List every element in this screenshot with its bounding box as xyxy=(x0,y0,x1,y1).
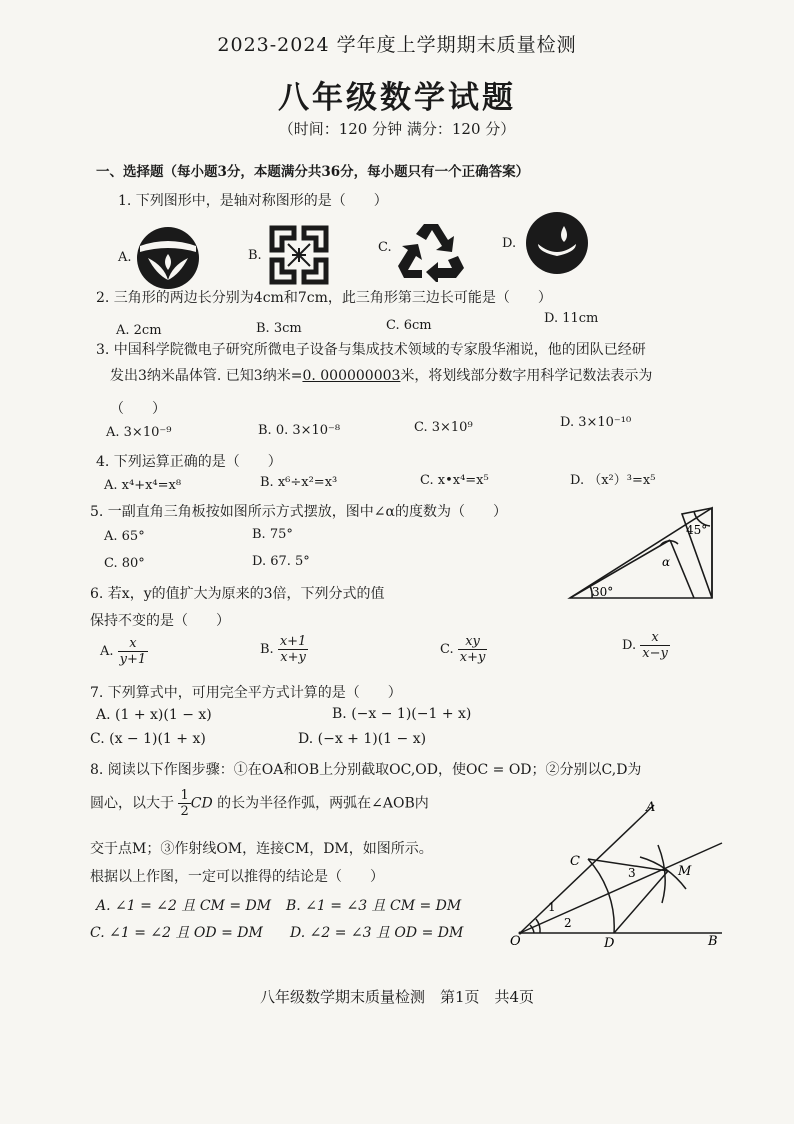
section-heading: 一、选择题（每小题3分，本题满分共36分，每小题只有一个正确答案） xyxy=(96,164,530,180)
square-knot-icon xyxy=(268,224,330,286)
q8-line4: 根据以上作图，一定可以推得的结论是（ ） xyxy=(90,869,384,885)
triangle-set-square-figure xyxy=(562,494,720,606)
q3-stem-part2: 米，将划线部分数字用科学记数法表示为 xyxy=(400,368,653,384)
q5-option-d: D. 67. 5° xyxy=(252,554,310,569)
q3-option-d: D. 3×10⁻¹⁰ xyxy=(560,415,632,430)
angle-30-label: 30° xyxy=(592,585,614,599)
q6-option-d-label: D. xyxy=(622,638,637,653)
numerator: xy xyxy=(465,634,480,649)
q8-line2-end: 的长为半径作弧，两弧在∠AOB内 xyxy=(217,795,429,812)
q6-option-d xyxy=(622,630,670,661)
q7-option-a: A. (1 + x)(1 − x) xyxy=(96,707,212,723)
q4-option-d: D. （x²）³=x⁵ xyxy=(570,473,656,488)
denominator: x+y xyxy=(459,650,486,665)
q3-underlined-number: 0. 000000003 xyxy=(302,368,401,384)
numerator: x+1 xyxy=(279,634,307,649)
q6-option-c-label: C. xyxy=(440,642,454,657)
q3-paren: （ ） xyxy=(110,401,166,417)
q5-stem: 5. 一副直角三角板按如图所示方式摆放，图中∠α的度数为（ ） xyxy=(90,504,507,520)
q8-line2-start: 圆心，以大于 xyxy=(90,795,174,812)
q2-option-b: B. 3cm xyxy=(256,321,302,336)
page-footer: 八年级数学期末质量检测 第1页 共4页 xyxy=(259,988,535,1006)
q4-stem: 4. 下列运算正确的是（ ） xyxy=(96,454,282,470)
numerator: 1 xyxy=(180,788,189,803)
q5-option-b: B. 75° xyxy=(252,527,293,542)
point-c-label: C xyxy=(570,854,580,869)
q7-option-b: B. (−x − 1)(−1 + x) xyxy=(332,706,472,722)
q3-option-b: B. 0. 3×10⁻⁸ xyxy=(258,423,341,438)
q2-option-a: A. 2cm xyxy=(116,323,162,338)
q1-option-d: D. xyxy=(502,236,517,251)
q8-option-b: B. ∠1 = ∠3 且 CM = DM xyxy=(286,898,462,914)
q8-line3: 交于点M；③作射线OM，连接CM，DM，如图所示。 xyxy=(90,841,433,857)
point-d-label: D xyxy=(604,936,615,951)
denominator: x−y xyxy=(642,646,668,661)
q6-option-c-fraction xyxy=(458,634,488,665)
time-score-note: （时间：120 分钟 满分：120 分） xyxy=(278,120,516,138)
angle-3-label: 3 xyxy=(628,866,636,880)
q8-line1: 8. 阅读以下作图步骤：①在OA和OB上分别截取OC,OD，使OC = OD；②分别以C,D为 xyxy=(90,762,642,778)
alpha-label: α xyxy=(662,555,671,569)
q6-option-a-fraction xyxy=(118,636,149,667)
q3-stem-line1: 3. 中国科学院微电子研究所微电子设备与集成技术领域的专家殷华湘说，他的团队已经研 xyxy=(96,342,646,358)
angle-1-label: 1 xyxy=(548,900,556,914)
q7-option-d: D. (−x + 1)(1 − x) xyxy=(298,731,427,747)
point-a-label: A xyxy=(646,800,656,815)
q4-option-a: A. x⁴+x⁴=x⁸ xyxy=(104,478,182,493)
q6-stem-line1: 6. 若x，y的值扩大为原来的3倍，下列分式的值 xyxy=(90,586,385,602)
point-b-label: B xyxy=(708,934,718,949)
q6-option-b xyxy=(260,634,308,665)
q6-option-b-fraction xyxy=(278,634,309,665)
q8-option-c: C. ∠1 = ∠2 且 OD = DM xyxy=(90,925,263,941)
page-title: 八年级数学试题 xyxy=(278,80,516,116)
q1-option-c: C. xyxy=(378,240,392,255)
q3-stem-line2 xyxy=(110,365,652,385)
q8-option-d: D. ∠2 = ∠3 且 OD = DM xyxy=(290,925,464,941)
numerator: x xyxy=(651,630,659,645)
q3-stem-part1: 发出3纳米晶体管. 已知3纳米= xyxy=(110,368,303,384)
angle-2-label: 2 xyxy=(564,916,572,930)
q8-line2 xyxy=(90,788,429,819)
leaf-logo-icon xyxy=(134,224,202,292)
point-o-label: O xyxy=(510,934,521,949)
point-m-label: M xyxy=(678,864,692,879)
q6-option-c xyxy=(440,634,487,665)
drop-logo-icon xyxy=(524,210,590,276)
q7-option-c: C. (x − 1)(1 + x) xyxy=(90,731,206,747)
q1-option-b: B. xyxy=(248,248,262,263)
angle-45-label: 45° xyxy=(686,523,708,537)
q6-stem-line2: 保持不变的是（ ） xyxy=(90,613,230,629)
angle-bisector-figure xyxy=(508,795,738,953)
q2-option-d: D. 11cm xyxy=(544,311,599,326)
q6-option-a-label: A. xyxy=(100,644,114,659)
q3-option-c: C. 3×10⁹ xyxy=(414,420,473,435)
recycle-icon xyxy=(396,220,466,282)
q8-cd-segment: CD xyxy=(190,795,213,812)
q6-option-d-fraction xyxy=(640,630,670,661)
q2-option-c: C. 6cm xyxy=(386,318,432,333)
q4-option-b: B. x⁶÷x²=x³ xyxy=(260,475,338,490)
q6-option-a xyxy=(100,636,148,667)
q8-option-a: A. ∠1 = ∠2 且 CM = DM xyxy=(96,898,272,914)
q3-option-a: A. 3×10⁻⁹ xyxy=(106,425,172,440)
exam-subtitle: 2023-2024 学年度上学期期末质量检测 xyxy=(217,34,577,56)
q1-option-a: A. xyxy=(118,250,132,265)
q5-option-c: C. 80° xyxy=(104,556,145,571)
q5-option-a: A. 65° xyxy=(104,529,145,544)
denominator: 2 xyxy=(180,804,189,819)
q6-option-b-label: B. xyxy=(260,642,274,657)
denominator: y+1 xyxy=(119,652,147,667)
q2-stem: 2. 三角形的两边长分别为4cm和7cm，此三角形第三边长可能是（ ） xyxy=(96,290,552,306)
q8-half-fraction xyxy=(178,788,190,819)
denominator: x+y xyxy=(280,650,306,665)
q7-stem: 7. 下列算式中，可用完全平方式计算的是（ ） xyxy=(90,685,402,701)
q4-option-c: C. x•x⁴=x⁵ xyxy=(420,473,489,488)
q1-stem: 1. 下列图形中，是轴对称图形的是（ ） xyxy=(118,193,388,209)
numerator: x xyxy=(129,636,137,651)
